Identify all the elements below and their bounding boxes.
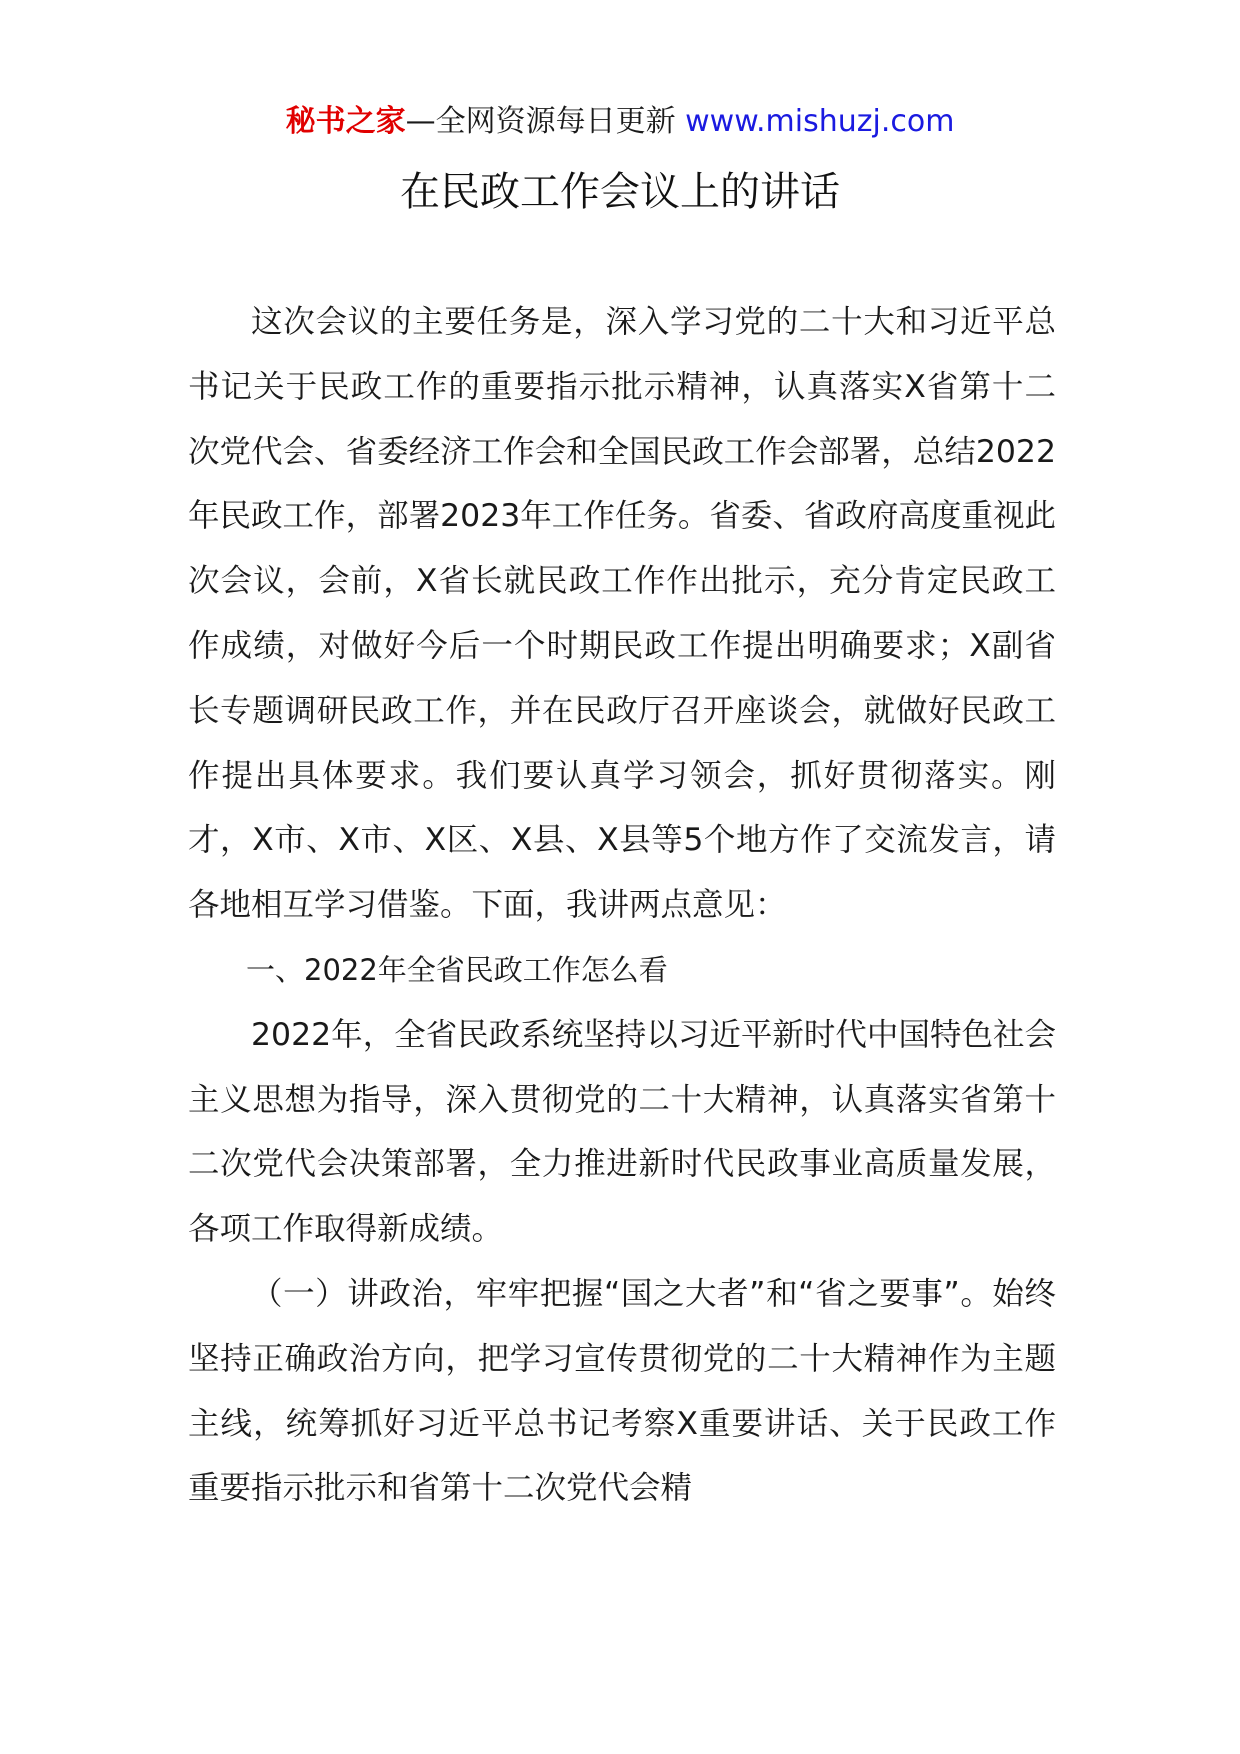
brand-name: 秘书之家: [285, 104, 406, 139]
body-paragraph: （一）讲政治，牢牢把握“国之大者”和“省之要事”。始终坚持正确政治方向，把学习宣传贯彻党的二十大精神作为主题主线，统筹抓好习近平总书记考察X重要讲话、关于民政工作重要指示批示和省第十二次党代会精: [188, 1275, 1056, 1507]
section-heading: 一、2022年全省民政工作怎么看: [246, 952, 668, 987]
header-tagline: —全网资源每日更新: [405, 104, 676, 139]
body-paragraph: 这次会议的主要任务是，深入学习党的二十大和习近平总书记关于民政工作的重要指示批示精神，认真落实X省第十二次党代会、省委经济工作会和全国民政工作会部署，总结2022年民政工作，部署2023年工作任务。省委、省政府高度重视此次会议，会前，X省长就民政工作作出批示，充分肯定民政工作成绩，对做好今后一个时期民政工作提出明确要求；X副省长专题调研民政工作，并在民政厅召开座谈会，就做好民政工作提出具体要求。我们要认真学习领会，抓好贯彻落实。刚才，X市、X市、X区、X县、X县等5个地方作了交流发言，请各地相互学习借鉴。下面，我讲两点意见：: [188, 304, 1056, 924]
site-url-link[interactable]: www.mishuzj.com: [685, 104, 955, 139]
document-body: [188, 290, 1056, 1521]
document-title: 在民政工作会议上的讲话: [400, 169, 840, 215]
body-paragraph: 2022年，全省民政系统坚持以习近平新时代中国特色社会主义思想为指导，深入贯彻党的二十大精神，认真落实省第十二次党代会决策部署，全力推进新时代民政事业高质量发展，各项工作取得新成绩。: [188, 1016, 1056, 1248]
site-header: [0, 100, 1240, 144]
